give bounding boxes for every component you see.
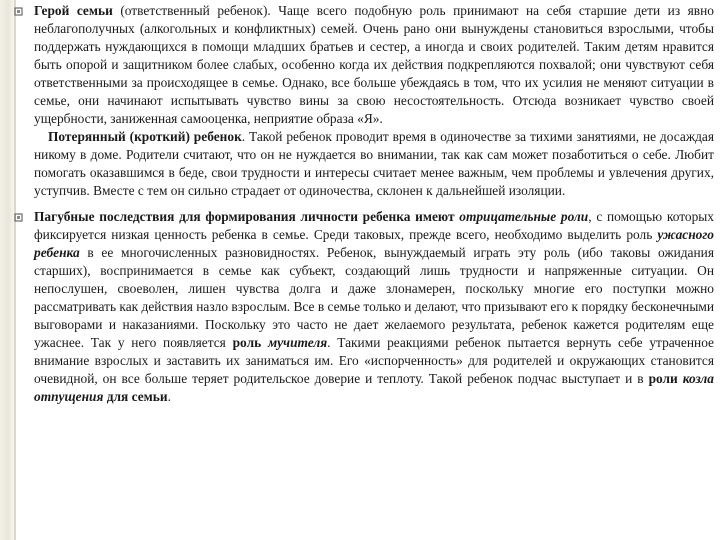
- ending-period: .: [167, 389, 171, 404]
- bullet-item-negative-roles: [14, 208, 714, 406]
- term-tormentor: мучителя: [267, 335, 328, 350]
- slide-content: [14, 2, 714, 406]
- square-bullet-icon: [14, 213, 24, 223]
- intro-text: Пагубные последствия для формирования личности ребенка имеют: [34, 209, 460, 224]
- term-negative-roles: отрицательные роли: [459, 209, 589, 224]
- paragraph-text: . Такой ребенок проводит время в одиночестве за тихими занятиями, не досаждая никому в доме. Родители считают, что он не нуждается во внимании, так как сам может позаботиться о себе. Любит помогать оказавшимся в беде, свои трудности и интересы считает менее важным, чем проблемы и увлечения других, уступчив. Вместе с тем он сильно страдает от одиночества, склонен к дальнейшей изоляции.: [34, 129, 714, 198]
- paragraph-text: . Такими реакциями ребенок пытается вернуть себе утраченное внимание взрослых и заставить их заниматься им. Его «испорченность» для родителей и окружающих становится очевидной, он все больше теряет родительское доверие и теплоту. Такой ребенок подчас выступает и в: [34, 335, 714, 386]
- term-horrible-child: ужасного ребенка: [34, 227, 714, 260]
- square-bullet-icon: [14, 7, 24, 17]
- roles-word: роли: [648, 371, 683, 386]
- decorative-left-border: [0, 0, 14, 540]
- term-lost-child: Потерянный (кроткий) ребенок: [48, 129, 242, 144]
- paragraph-text: в ее многочисленных разновидностях. Ребенок, вынуждаемый играть эту роль (ибо таковы ожидания старших), воспринимается в семье как субъект, создающий лишь трудности и напряженные ситуации. Он непослушен, своеволен, лишен чувства долга и даже злонамерен, поскольку многие его поступки можно рассматривать как действия назло взрослым. Все в семье только и делают, что призывают его к порядку бесконечными выговорами и наказаниями. Поскольку это часто не дает желаемого результата, ребенок кажется родителям еще ужаснее. Так у него появляется: [34, 245, 714, 350]
- role-word: роль: [232, 335, 268, 350]
- ending-text: для семьи: [103, 389, 168, 404]
- term-scapegoat: козла отпущения: [34, 371, 714, 404]
- paragraph-text: , с помощью которых фиксируется низкая ценность ребенка в семье. Среди таковых, прежде всего, необходимо выделить роль: [34, 209, 714, 242]
- paragraph-text: (ответственный ребенок). Чаще всего подобную роль принимают на себя старшие дети из явно неблагополучных (алкогольных и конфликтных) семей. Очень рано они вынуждены становиться взрослыми, чтобы поддержать нуждающихся в помощи младших братьев и сестер, а иногда и своих родителей. Таким детям нравится быть опорой и защитником более слабых, особенно когда их действия подкрепляются похвалой; они чувствуют себя ответственными за происходящее в семье. Однако, все больше убеждаясь в том, что их усилия не меняют ситуации в семье, они начинают испытывать чувство вины за свою несостоятельность. Отсюда возникает чувство своей ущербности, заниженная самооценка, неприятие образа «Я».: [34, 3, 714, 126]
- bullet-item-family-hero: [14, 2, 714, 200]
- term-family-hero: Герой семьи: [34, 3, 113, 18]
